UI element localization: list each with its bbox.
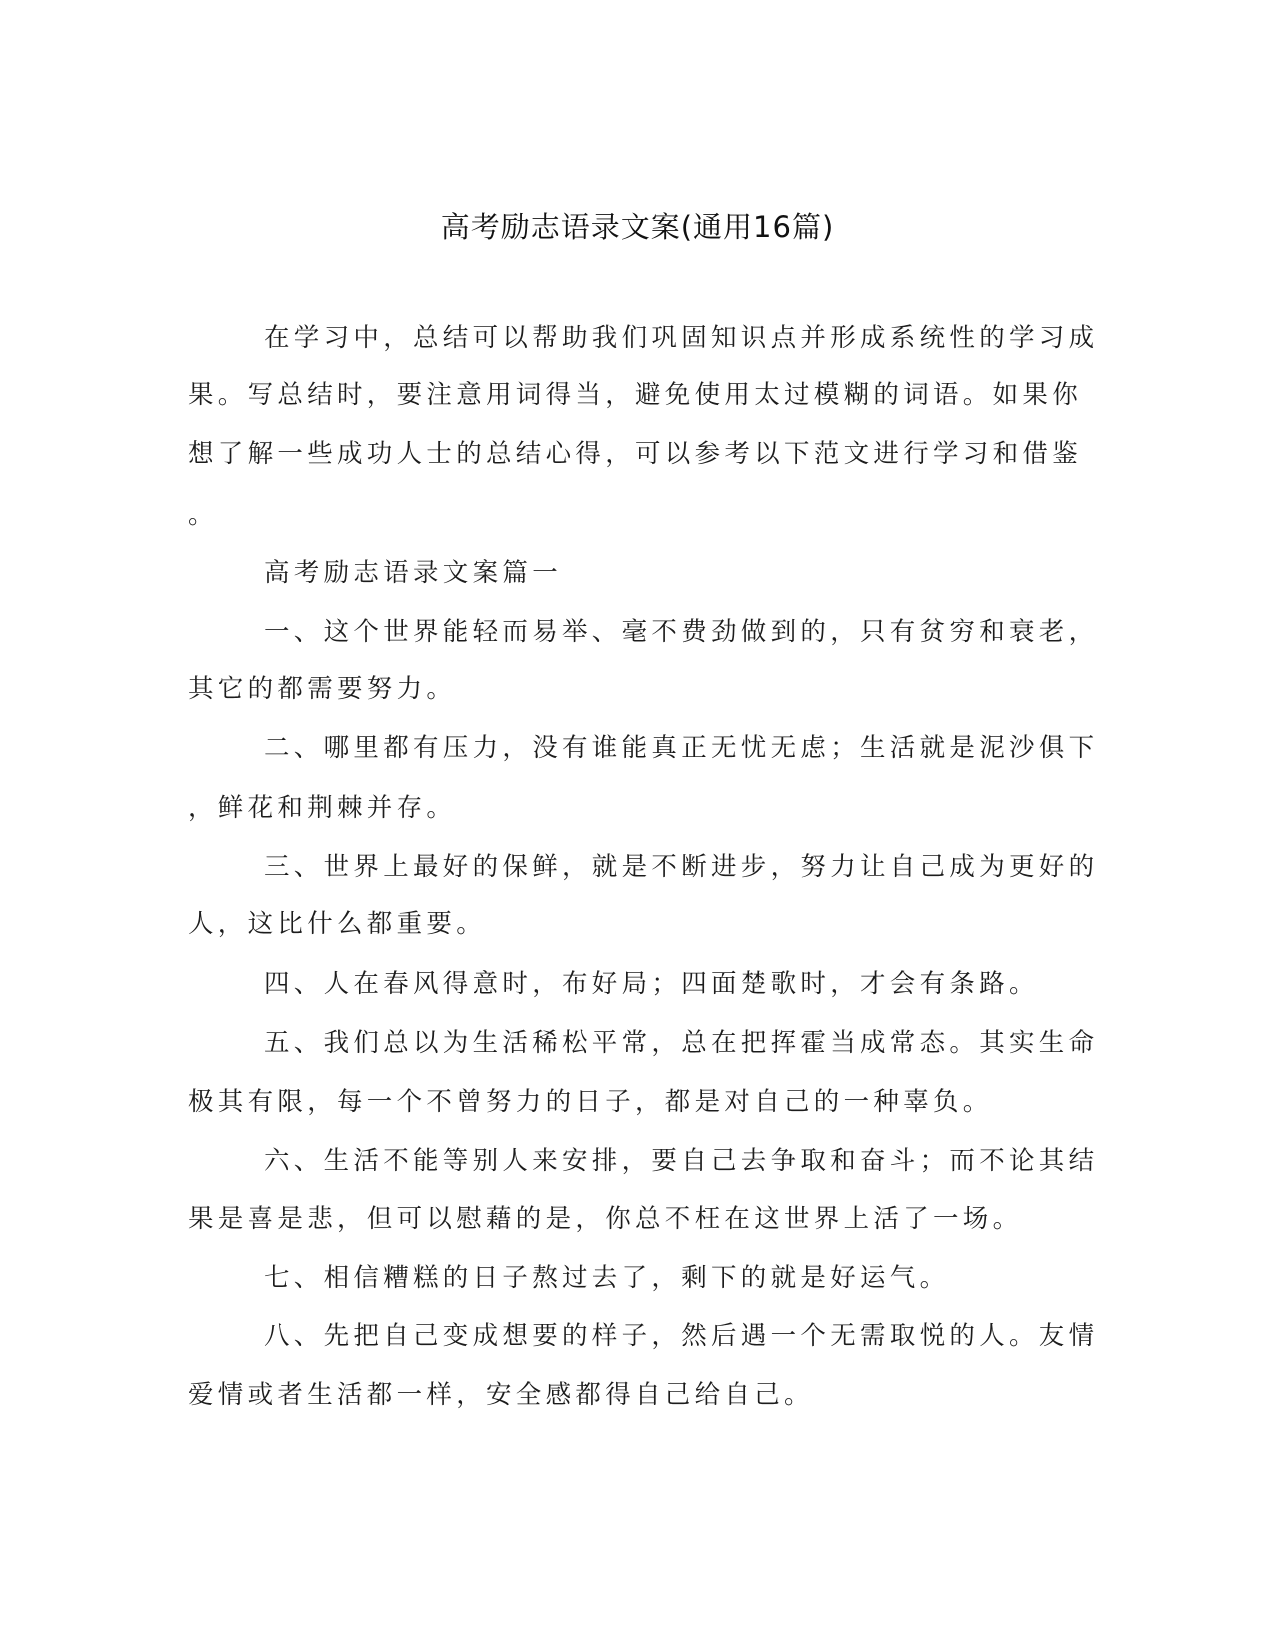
document-title: 高考励志语录文案(通用16篇) bbox=[440, 210, 835, 244]
quote-line: 一、这个世界能轻而易举、毫不费劲做到的，只有贫穷和衰老， bbox=[264, 617, 1099, 647]
quote-line: 四、人在春风得意时，布好局；四面楚歌时，才会有条路。 bbox=[264, 969, 1039, 999]
quote-line: 八、先把自己变成想要的样子，然后遇一个无需取悦的人。友情 bbox=[264, 1321, 1099, 1351]
intro-line-2: 果。写总结时，要注意用词得当，避免使用太过模糊的词语。如果你 bbox=[188, 380, 1083, 410]
quote-line: 爱情或者生活都一样，安全感都得自己给自己。 bbox=[188, 1380, 814, 1410]
quote-line: 三、世界上最好的保鲜，就是不断进步，努力让自己成为更好的 bbox=[264, 852, 1099, 882]
quote-line: 六、生活不能等别人来安排，要自己去争取和奋斗；而不论其结 bbox=[264, 1146, 1099, 1176]
quote-line: 五、我们总以为生活稀松平常，总在把挥霍当成常态。其实生命 bbox=[264, 1028, 1099, 1058]
quote-line: 其它的都需要努力。 bbox=[188, 674, 457, 704]
intro-line-1: 在学习中，总结可以帮助我们巩固知识点并形成系统性的学习成 bbox=[264, 323, 1099, 353]
quote-line: 果是喜是悲，但可以慰藉的是，你总不枉在这世界上活了一场。 bbox=[188, 1204, 1023, 1234]
section-heading: 高考励志语录文案篇一 bbox=[264, 558, 563, 588]
quote-line: 极其有限，每一个不曾努力的日子，都是对自己的一种辜负。 bbox=[188, 1087, 993, 1117]
quote-line: 二、哪里都有压力，没有谁能真正无忧无虑；生活就是泥沙俱下 bbox=[264, 733, 1099, 763]
intro-line-3: 想了解一些成功人士的总结心得，可以参考以下范文进行学习和借鉴 bbox=[188, 439, 1083, 469]
quote-line: 人，这比什么都重要。 bbox=[188, 909, 487, 939]
intro-line-4: 。 bbox=[188, 500, 218, 530]
quote-line: ，鲜花和荆棘并存。 bbox=[188, 793, 457, 823]
quote-line: 七、相信糟糕的日子熬过去了，剩下的就是好运气。 bbox=[264, 1263, 950, 1293]
